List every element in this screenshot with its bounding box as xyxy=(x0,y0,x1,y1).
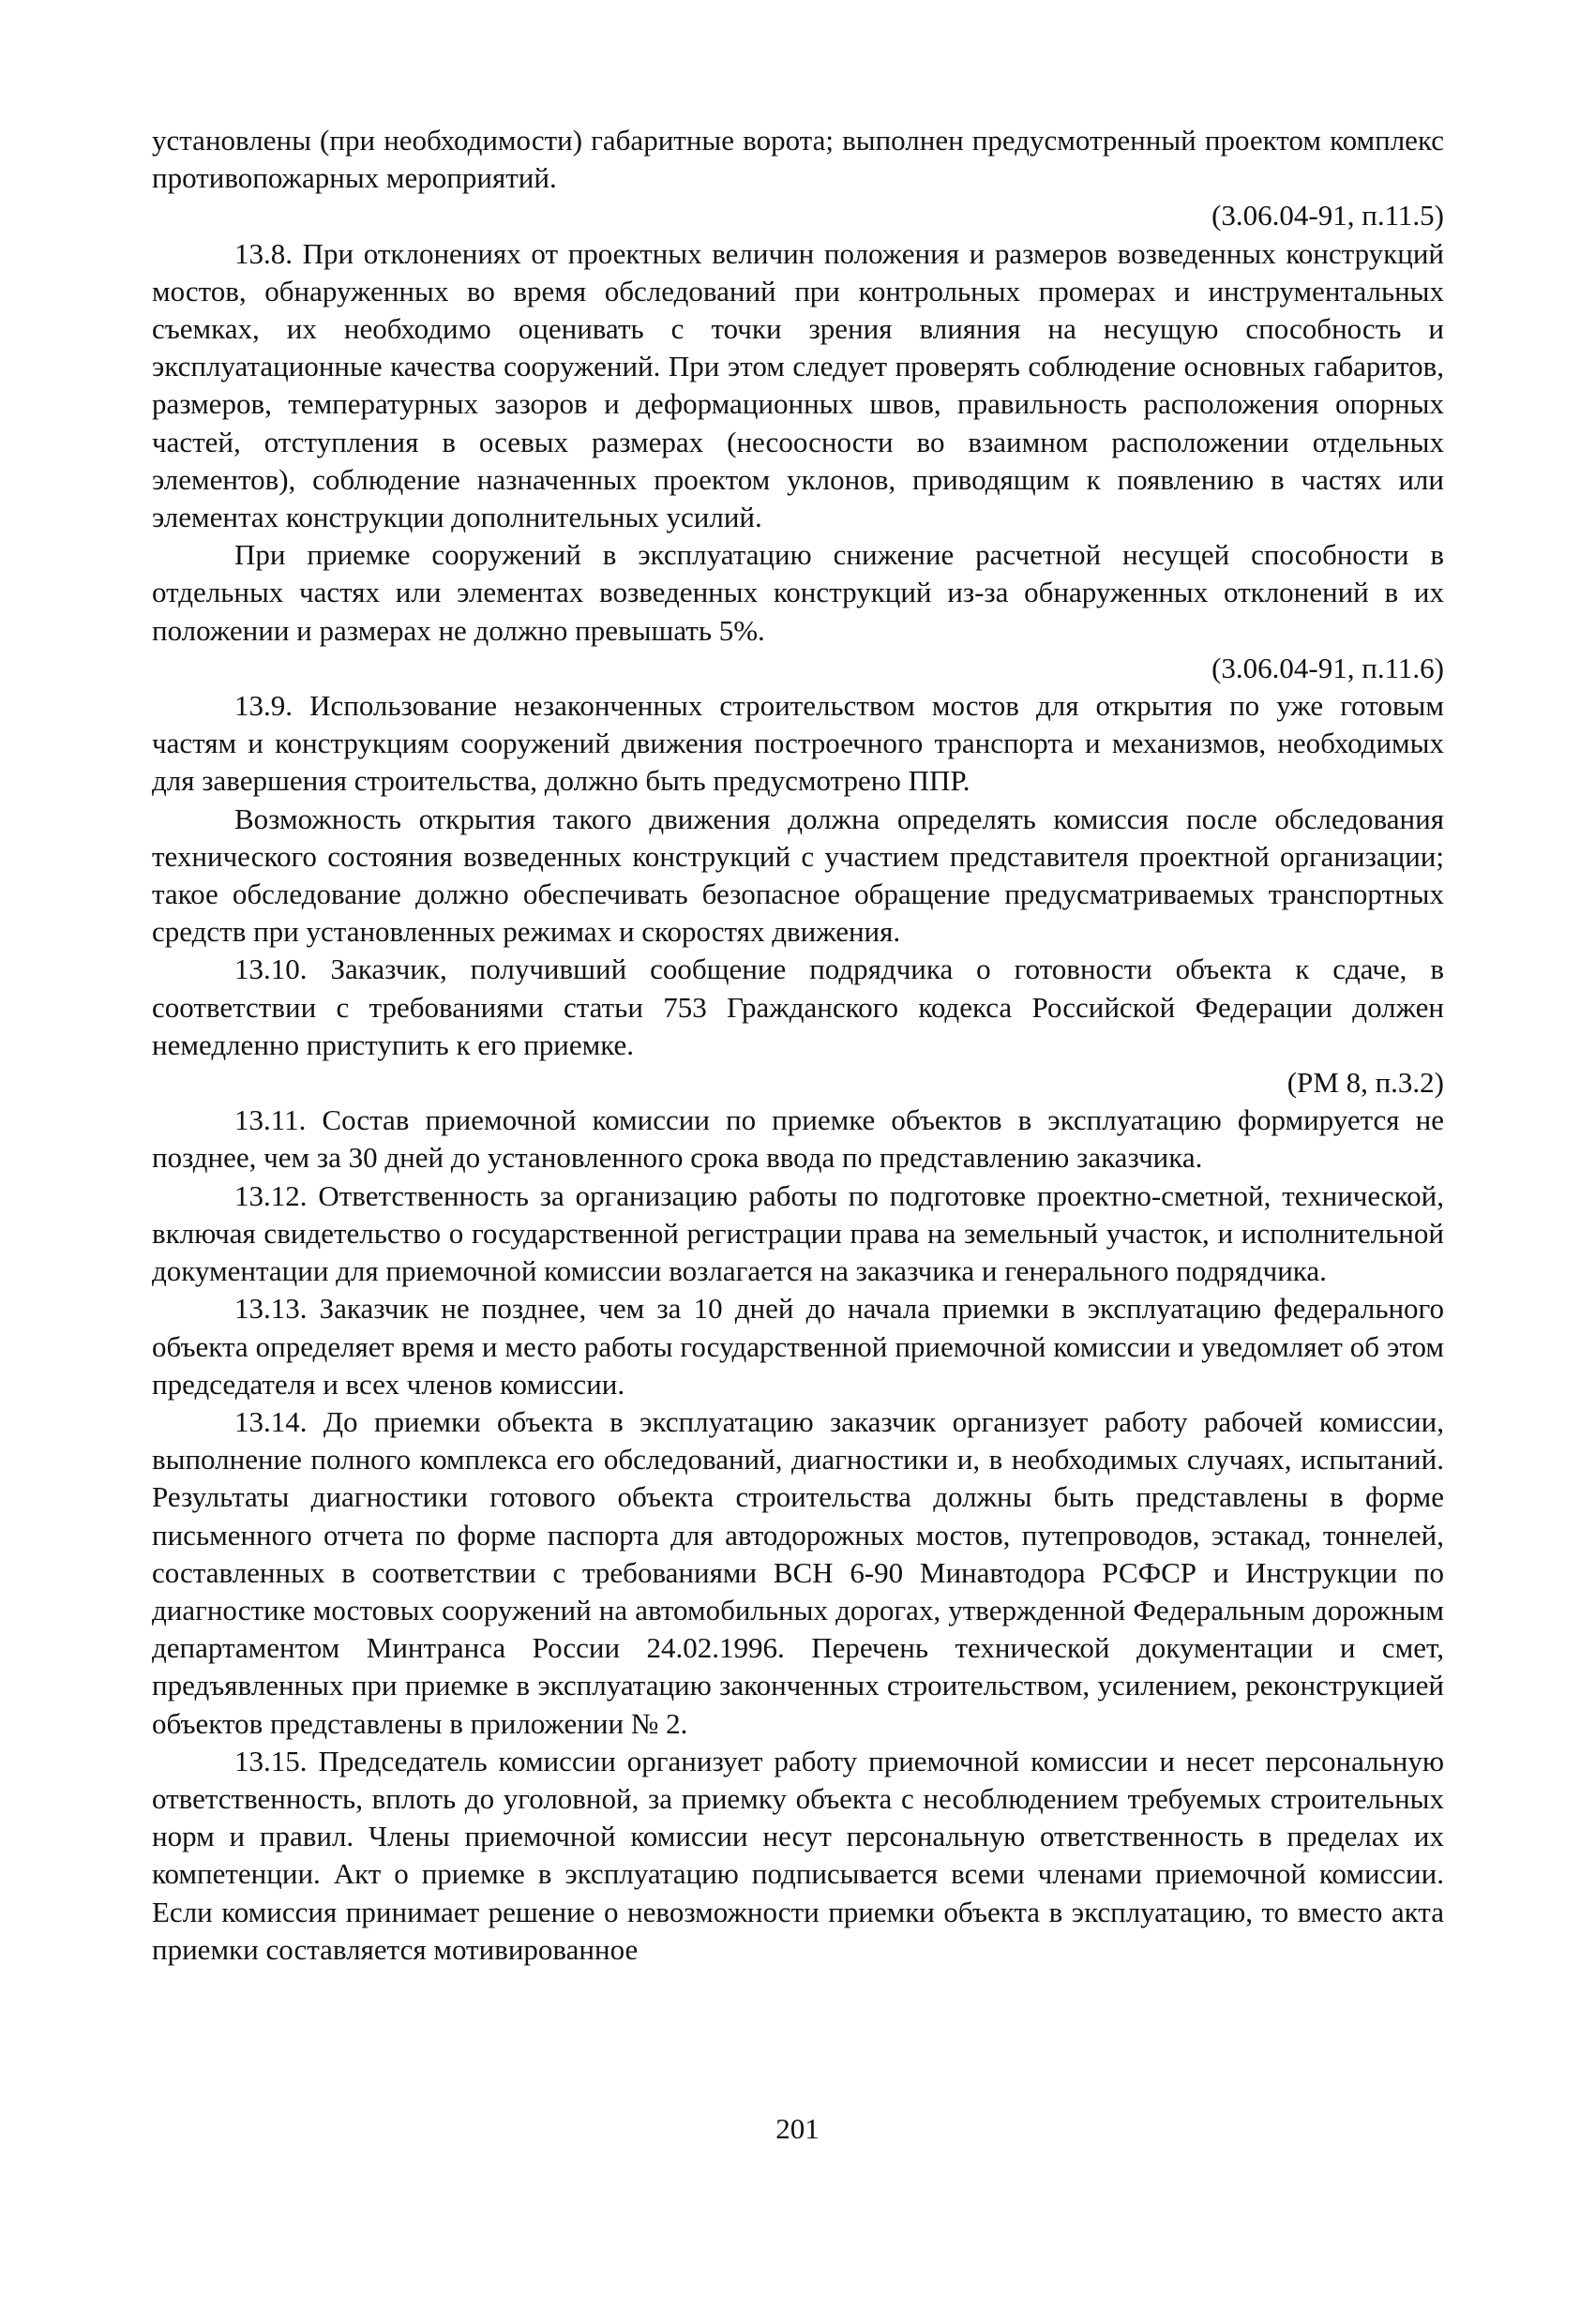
reference-1: (3.06.04-91, п.11.5) xyxy=(1211,199,1444,232)
reference-3: (РМ 8, п.3.2) xyxy=(1287,1066,1444,1100)
paragraph-13-12: 13.12. Ответственность за организацию работы по подготовке проектно-сметной, технической, включая свидетельство о государственной регистрации права на земельный участок, и исполнительной документации для приемочной комиссии возлагается на заказчика и генерального подрядчика. xyxy=(152,1178,1444,1288)
page-number: 201 xyxy=(775,2112,820,2145)
paragraph-13-15: 13.15. Председатель комиссии организует работу приемочной комиссии и несет персональную ответственность, вплоть до уголовной, за приемку объекта с несоблюдением требуемых строительных норм и правил. Члены приемочной комиссии несут персональную ответственность в пределах их компетенции. Акт о приемке в эксплуатацию подписывается всеми членами приемочной комиссии. Если комиссия принимает решение о невозможности приемки объекта в эксплуатацию, то вместо акта приемки составляется мотивированное xyxy=(152,1744,1444,1966)
paragraph-13-14: 13.14. До приемки объекта в эксплуатацию заказчик организует работу рабочей комиссии, выполнение полного комплекса его обследований, диагностики и, в необходимых случаях, испытаний. Результаты диагностики готового объекта строительства должны быть представлены в форме письменного отчета по форме паспорта для автодорожных мостов, путепроводов, эстакад, тоннелей, составленных в соответствии с требованиями ВСН 6-90 Минавтодора РСФСР и Инструкции по диагностике мостовых сооружений на автомобильных дорогах, утвержденной Федеральным дорожным департаментом Минтранса России 24.02.1996. Перечень технической документации и смет, предъявленных при приемке в эксплуатацию законченных строительством, усилением, реконструкцией объектов представлены в приложении № 2. xyxy=(152,1404,1444,1740)
reference-2: (3.06.04-91, п.11.6) xyxy=(1211,651,1444,684)
paragraph-13-11: 13.11. Состав приемочной комиссии по приемке объектов в эксплуатацию формируется не позднее, чем за 30 дней до установленного срока ввода по представлению заказчика. xyxy=(152,1103,1444,1175)
paragraph-13-8-cont: При приемке сооружений в эксплуатацию снижение расчетной несущей способности в отдельных частях или элементах возведенных конструкций из-за обнаруженных отклонений в их положении и размерах не должно превышать 5%. xyxy=(152,538,1444,647)
paragraph-13-10: 13.10. Заказчик, получивший сообщение подрядчика о готовности объекта к сдаче, в соответствии с требованиями статьи 753 Гражданского кодекса Российской Федерации должен немедленно приступить к его приемке. xyxy=(152,952,1444,1061)
paragraph-13-13: 13.13. Заказчик не позднее, чем за 10 дней до начала приемки в эксплуатацию федерального объекта определяет время и место работы государственной приемочной комиссии и уведомляет об этом председателя и всех членов комиссии. xyxy=(152,1292,1444,1401)
paragraph-intro: установлены (при необходимости) габаритные ворота; выполнен предусмотренный проектом комплекс противопожарных мероприятий. xyxy=(152,124,1444,195)
paragraph-13-8: 13.8. При отклонениях от проектных величин положения и размеров возведенных конструкций мостов, обнаруженных во время обследований при контрольных промерах и инструментальных съемках, их необходимо оценивать с точки зрения влияния на несущую способность и эксплуатационные качества сооружений. При этом следует проверять соблюдение основных габаритов, размеров, температурных зазоров и деформационных швов, правильность расположения опорных частей, отступления в осевых размерах (несоосности во взаимном расположении отдельных элементов), соблюдение назначенных проектом уклонов, приводящим к появлению в частях или элементах конструкции дополнительных усилий. xyxy=(152,236,1444,534)
paragraph-13-9-cont: Возможность открытия такого движения должна определять комиссия после обследования технического состояния возведенных конструкций с участием представителя проектной организации; такое обследование должно обеспечивать безопасное обращение предусматриваемых транспортных средств при установленных режимах и скоростях движения. xyxy=(152,802,1444,949)
paragraph-13-9: 13.9. Использование незаконченных строительством мостов для открытия по уже готовым частям и конструкциям сооружений движения построечного транспорта и механизмов, необходимых для завершения строительства, должно быть предусмотрено ППР. xyxy=(152,689,1444,798)
document-body xyxy=(152,122,1444,1969)
